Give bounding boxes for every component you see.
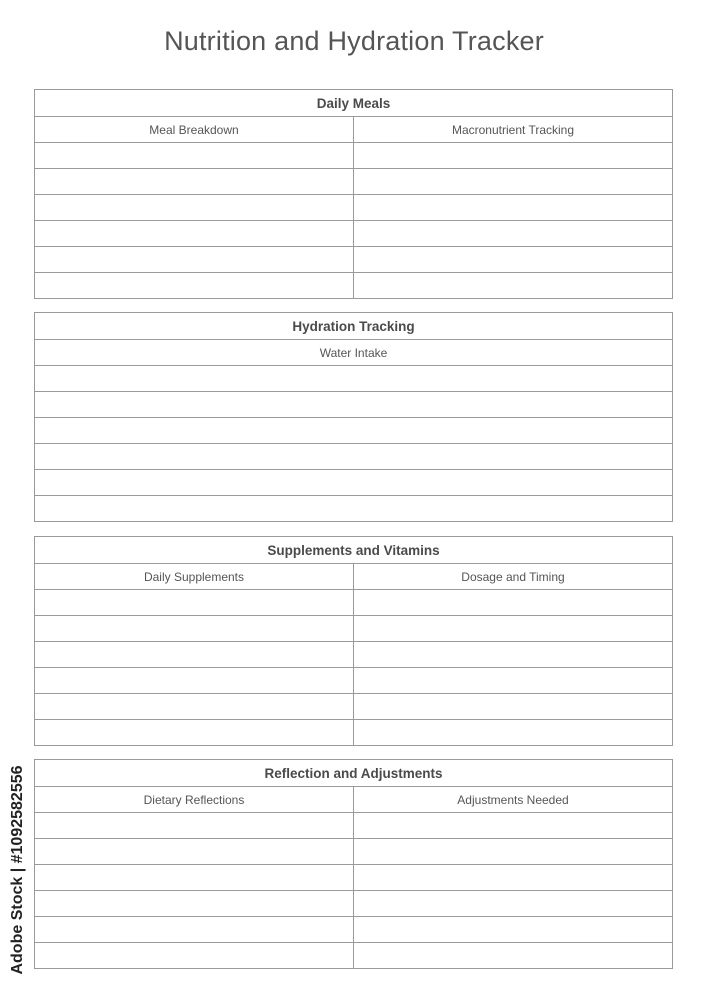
input-cell[interactable] <box>35 865 354 890</box>
table-row <box>35 272 672 298</box>
input-cell[interactable] <box>35 839 354 864</box>
input-cell[interactable] <box>354 668 672 693</box>
input-cell[interactable] <box>354 143 672 168</box>
input-cell[interactable] <box>35 496 672 521</box>
input-cell[interactable] <box>35 616 354 641</box>
column-header: Dietary Reflections <box>35 787 354 812</box>
input-cell[interactable] <box>354 616 672 641</box>
header-row <box>35 786 672 812</box>
table-row <box>35 615 672 641</box>
input-cell[interactable] <box>35 590 354 615</box>
input-cell[interactable] <box>35 195 354 220</box>
input-cell[interactable] <box>354 694 672 719</box>
input-cell[interactable] <box>35 470 672 495</box>
input-cell[interactable] <box>354 917 672 942</box>
input-cell[interactable] <box>35 813 354 838</box>
input-cell[interactable] <box>35 444 672 469</box>
table-row <box>35 667 672 693</box>
table-row <box>35 168 672 194</box>
table-row <box>35 365 672 391</box>
input-cell[interactable] <box>35 943 354 968</box>
table-row <box>35 942 672 968</box>
supplements-vitamins-table <box>34 536 673 746</box>
input-cell[interactable] <box>35 891 354 916</box>
header-row <box>35 116 672 142</box>
input-cell[interactable] <box>35 694 354 719</box>
input-cell[interactable] <box>354 195 672 220</box>
column-header: Macronutrient Tracking <box>451 122 575 137</box>
header-row <box>35 563 672 589</box>
hydration-tracking-table <box>34 312 673 522</box>
column-header: Daily Supplements <box>35 564 354 589</box>
section-title: Hydration Tracking <box>292 318 415 334</box>
header-row <box>35 339 672 365</box>
input-cell[interactable] <box>354 590 672 615</box>
input-cell[interactable] <box>354 943 672 968</box>
input-cell[interactable] <box>354 642 672 667</box>
section-title: Daily Meals <box>316 95 391 111</box>
input-cell[interactable] <box>354 169 672 194</box>
table-row <box>35 641 672 667</box>
section-title: Reflection and Adjustments <box>264 765 443 781</box>
input-cell[interactable] <box>354 865 672 890</box>
input-cell[interactable] <box>35 917 354 942</box>
table-row <box>35 693 672 719</box>
input-cell[interactable] <box>35 668 354 693</box>
table-row <box>35 890 672 916</box>
input-cell[interactable] <box>35 221 354 246</box>
page-title: Nutrition and Hydration Tracker <box>164 26 544 56</box>
input-cell[interactable] <box>35 392 672 417</box>
input-cell[interactable] <box>35 169 354 194</box>
reflection-adjustments-table <box>34 759 673 969</box>
table-row <box>35 391 672 417</box>
input-cell[interactable] <box>35 418 672 443</box>
input-cell[interactable] <box>354 247 672 272</box>
table-row <box>35 916 672 942</box>
input-cell[interactable] <box>354 813 672 838</box>
table-row <box>35 719 672 745</box>
input-cell[interactable] <box>35 720 354 745</box>
table-row <box>35 220 672 246</box>
input-cell[interactable] <box>35 247 354 272</box>
table-row <box>35 469 672 495</box>
table-row <box>35 246 672 272</box>
input-cell[interactable] <box>354 839 672 864</box>
input-cell[interactable] <box>35 366 672 391</box>
column-header: Meal Breakdown <box>35 117 354 142</box>
table-row <box>35 838 672 864</box>
column-header: Water Intake <box>319 345 388 360</box>
watermark <box>8 750 28 990</box>
input-cell[interactable] <box>354 273 672 298</box>
table-row <box>35 495 672 521</box>
input-cell[interactable] <box>35 143 354 168</box>
input-cell[interactable] <box>35 273 354 298</box>
daily-meals-table <box>34 89 673 299</box>
section-title: Supplements and Vitamins <box>267 542 440 558</box>
input-cell[interactable] <box>354 891 672 916</box>
column-header: Dosage and Timing <box>461 569 565 584</box>
table-row <box>35 589 672 615</box>
input-cell[interactable] <box>35 642 354 667</box>
table-row <box>35 864 672 890</box>
table-row <box>35 417 672 443</box>
watermark-text: Adobe Stock | #1092582556 <box>9 765 26 975</box>
column-header: Adjustments Needed <box>457 792 569 807</box>
table-row <box>35 142 672 168</box>
table-row <box>35 443 672 469</box>
input-cell[interactable] <box>354 221 672 246</box>
input-cell[interactable] <box>354 720 672 745</box>
table-row <box>35 194 672 220</box>
table-row <box>35 812 672 838</box>
